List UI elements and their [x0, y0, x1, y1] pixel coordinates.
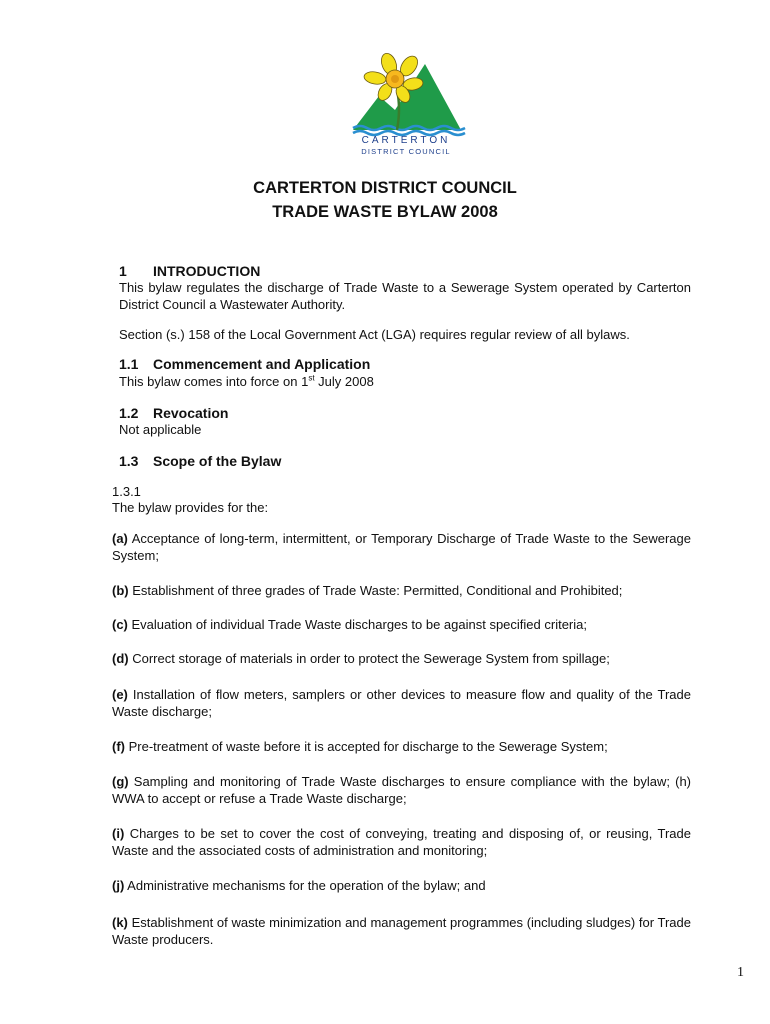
- scope-list-item: [112, 651, 691, 668]
- item-text: Administrative mechanisms for the operation of the bylaw; and: [124, 878, 486, 893]
- item-label: (k): [112, 915, 128, 930]
- logo-name-line1: CARTERTON: [361, 135, 451, 146]
- item-text: Charges to be set to cover the cost of conveying, treating and disposing of, or reusing, Trade Waste and the associated costs of administration and monitoring;: [112, 826, 691, 858]
- section-title: Commencement and Application: [153, 356, 371, 372]
- scope-list-item: [112, 915, 691, 948]
- commencement-text-end: July 2008: [314, 374, 374, 389]
- scope-list-item: [112, 687, 691, 720]
- item-label: (b): [112, 583, 129, 598]
- item-label: (a): [112, 531, 128, 546]
- scope-list-item: [112, 617, 691, 634]
- logo-name-line2: DISTRICT COUNCIL: [361, 147, 451, 156]
- item-text: Evaluation of individual Trade Waste discharges to be against specified criteria;: [127, 617, 587, 632]
- ordinal-suffix: st: [308, 373, 315, 383]
- item-text: Correct storage of materials in order to protect the Sewerage System from spillage;: [128, 651, 610, 666]
- item-label: (i): [112, 826, 125, 841]
- intro-paragraph-2: Section (s.) 158 of the Local Government Act (LGA) requires regular review of all bylaws.: [119, 327, 630, 342]
- scope-lead-text: The bylaw provides for the:: [112, 500, 269, 515]
- section-title: Revocation: [153, 405, 229, 421]
- commencement-text: [119, 374, 691, 391]
- document-title-line2: TRADE WASTE BYLAW 2008: [272, 203, 498, 221]
- item-text: Installation of flow meters, samplers or other devices to measure flow and quality of the Trade Waste discharge;: [112, 687, 691, 719]
- section-number: 1.3: [119, 453, 139, 469]
- intro-paragraph-1: This bylaw regulates the discharge of Trade Waste to a Sewerage System operated by Carterton District Council a Wastewater Authority.: [119, 280, 691, 312]
- scope-list-item: [112, 878, 691, 895]
- section-number: 1: [119, 263, 127, 279]
- item-text: Establishment of three grades of Trade Waste: Permitted, Conditional and Prohibited;: [128, 583, 623, 598]
- section-number: 1.2: [119, 405, 139, 421]
- scope-list-item: [112, 531, 691, 564]
- item-label: (e): [112, 687, 128, 702]
- item-text: Sampling and monitoring of Trade Waste discharges to ensure compliance with the bylaw; (h) WWA to accept or refuse a Trade Waste discharge;: [112, 774, 691, 806]
- revocation-text: Not applicable: [119, 422, 202, 437]
- page-number: 1: [737, 965, 744, 980]
- item-text: Pre-treatment of waste before it is accepted for discharge to the Sewerage System;: [125, 739, 608, 754]
- item-label: (c): [112, 617, 128, 632]
- scope-list-item: [112, 583, 691, 600]
- item-text: Acceptance of long-term, intermittent, or Temporary Discharge of Trade Waste to the Sewerage System;: [112, 531, 691, 563]
- item-label: (j): [112, 878, 125, 893]
- section-heading-introduction: [119, 263, 260, 279]
- section-heading-commencement: [119, 356, 370, 372]
- commencement-text-start: This bylaw comes into force on 1: [119, 374, 309, 389]
- item-label: (g): [112, 774, 129, 789]
- section-title: Scope of the Bylaw: [153, 453, 282, 469]
- item-label: (f): [112, 739, 125, 754]
- section-heading-scope: [119, 453, 281, 469]
- scope-list-item: [112, 774, 691, 807]
- section-title: INTRODUCTION: [153, 263, 261, 279]
- item-text: Establishment of waste minimization and management programmes (including sludges) for Trade Waste producers.: [112, 915, 691, 947]
- section-number: 1.1: [119, 356, 139, 372]
- scope-list-item: [112, 739, 691, 756]
- document-title-line1: CARTERTON DISTRICT COUNCIL: [253, 179, 517, 197]
- section-heading-revocation: [119, 405, 228, 421]
- scope-list-item: [112, 826, 691, 859]
- item-label: (d): [112, 651, 129, 666]
- scope-subsection-number: 1.3.1: [112, 484, 141, 499]
